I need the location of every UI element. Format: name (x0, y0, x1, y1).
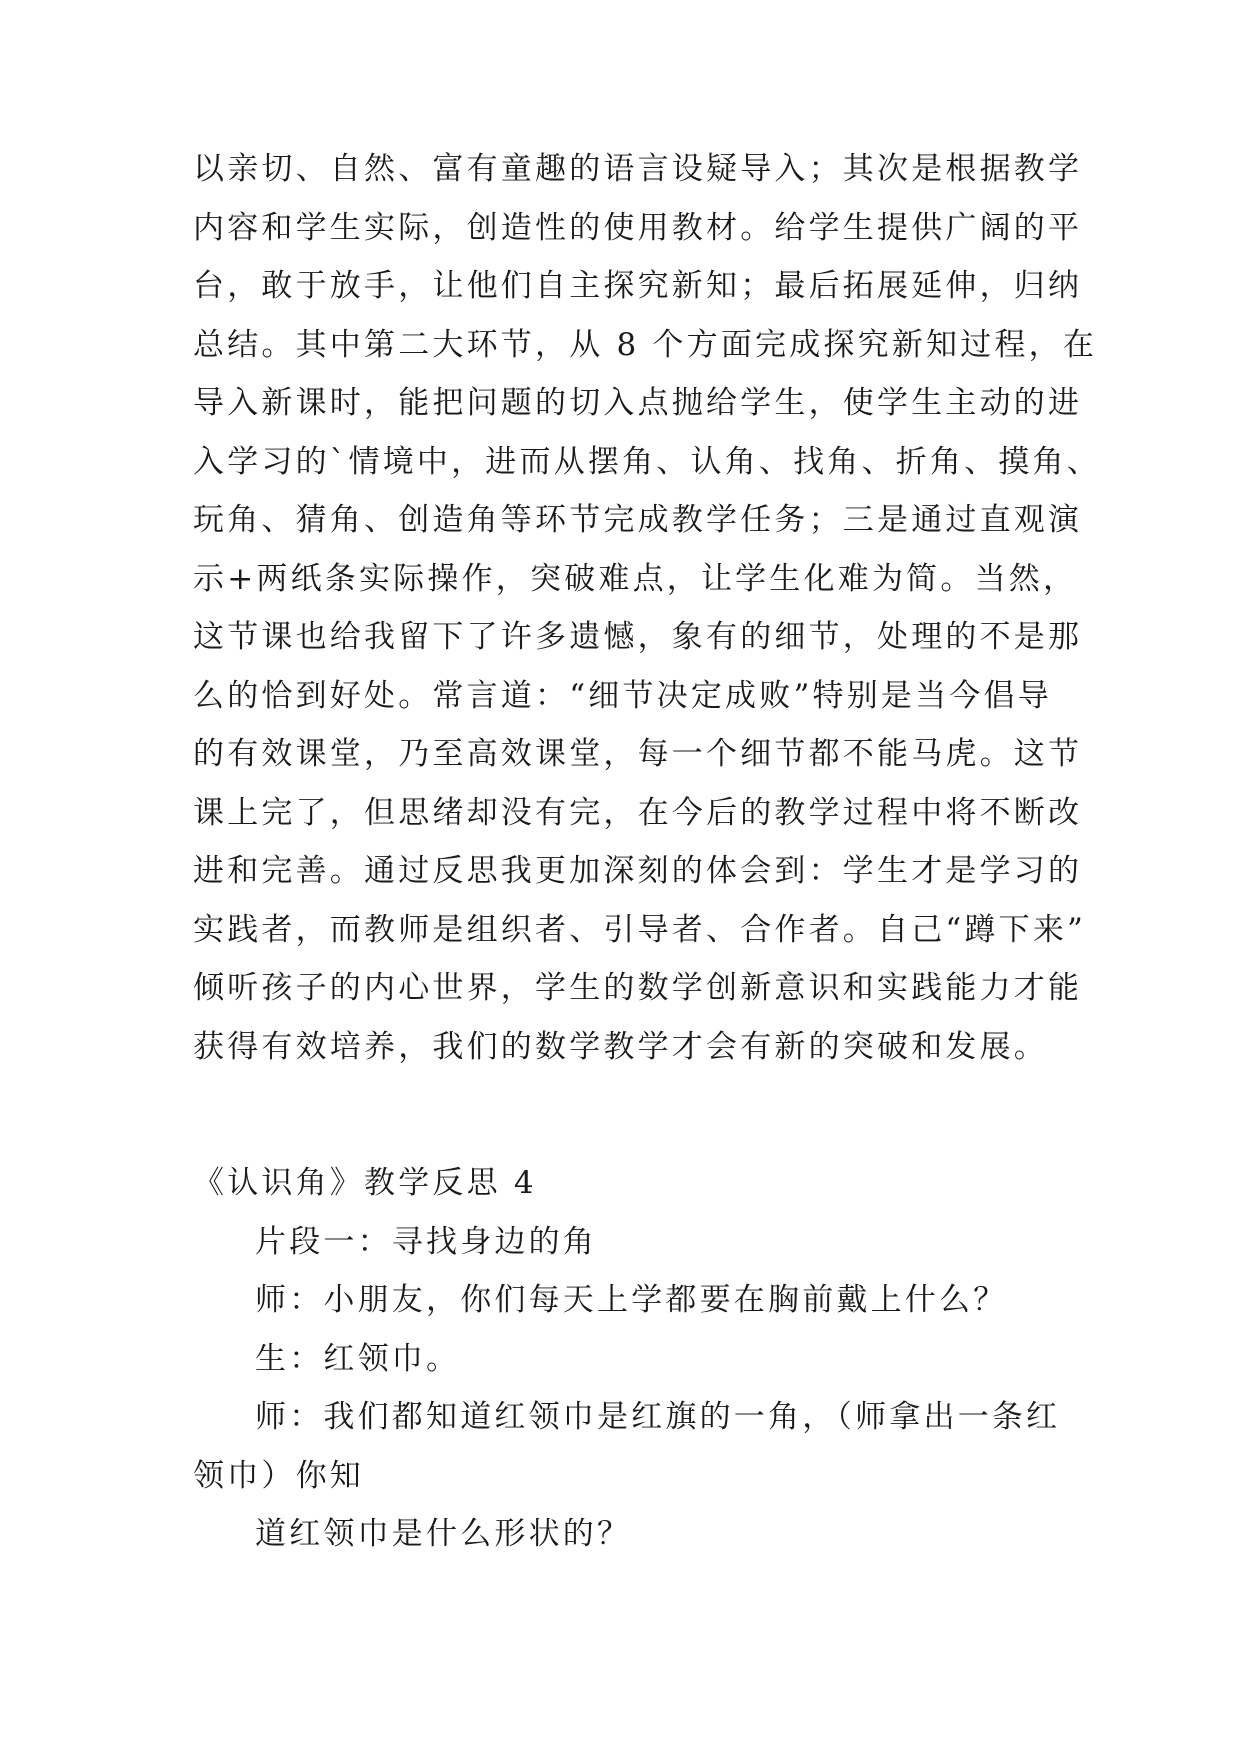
text-line-15: 倾听孩子的内心世界，学生的数学创新意识和实践能力才能 (193, 970, 1083, 1006)
section-title: 《认识角》教学反思 4 (193, 1165, 537, 1201)
text-line-1: 以亲切、自然、富有童趣的语言设疑导入；其次是根据教学 (193, 151, 1083, 187)
text-line-12: 课上完了，但思绪却没有完，在今后的教学过程中将不断改 (193, 795, 1083, 831)
text-line-10: 么的恰到好处。常言道：“细节决定成败”特别是当今倡导 (193, 678, 1052, 714)
dialogue-line-3-cont: 领巾）你知 (193, 1458, 364, 1494)
dialogue-line-3: 师：我们都知道红领巾是红旗的一角，（师拿出一条红 (255, 1399, 1061, 1435)
text-line-7: 玩角、猜角、创造角等环节完成教学任务；三是通过直观演 (193, 502, 1083, 538)
text-line-4: 总结。其中第二大环节，从 8 个方面完成探究新知过程，在 (193, 327, 1098, 363)
text-line-6: 入学习的`情境中，进而从摆角、认角、找角、折角、摸角、 (193, 444, 1101, 480)
text-line-2: 内容和学生实际，创造性的使用教材。给学生提供广阔的平 (193, 210, 1083, 246)
text-line-16: 获得有效培养，我们的数学教学才会有新的突破和发展。 (193, 1029, 1048, 1065)
text-line-14: 实践者，而教师是组织者、引导者、合作者。自己“蹲下来” (193, 912, 1087, 948)
text-line-9: 这节课也给我留下了许多遗憾，象有的细节，处理的不是那 (193, 619, 1083, 655)
text-line-13: 进和完善。通过反思我更加深刻的体会到：学生才是学习的 (193, 853, 1083, 889)
dialogue-line-2: 生：红领巾。 (255, 1341, 461, 1377)
text-line-11: 的有效课堂，乃至高效课堂，每一个细节都不能马虎。这节 (193, 736, 1083, 772)
text-line-5: 导入新课时，能把问题的切入点抛给学生，使学生主动的进 (193, 385, 1083, 421)
dialogue-line-4: 道红领巾是什么形状的？ (255, 1516, 632, 1552)
fragment-title: 片段一：寻找身边的角 (255, 1224, 597, 1260)
text-line-3: 台，敢于放手，让他们自主探究新知；最后拓展延伸，归纳 (193, 268, 1083, 304)
text-line-8: 示+两纸条实际操作，突破难点，让学生化难为简。当然， (193, 561, 1078, 597)
dialogue-line-1: 师：小朋友，你们每天上学都要在胸前戴上什么？ (255, 1282, 1008, 1318)
